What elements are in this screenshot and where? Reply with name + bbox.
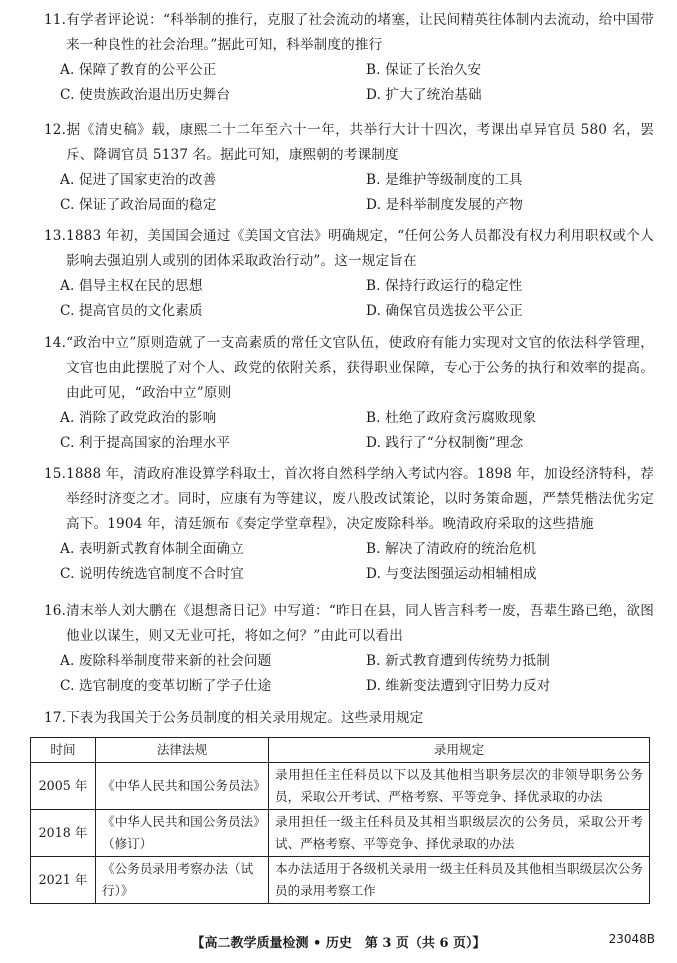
options-row — [44, 168, 654, 193]
header-rule: 录用规定 — [269, 738, 650, 763]
cell-year: 2018 年 — [31, 810, 96, 857]
question-15 — [44, 462, 654, 587]
option-b[interactable]: B. 保持行政运行的稳定性 — [366, 278, 523, 294]
regulations-table — [30, 737, 650, 904]
options-row — [44, 299, 654, 324]
option-c[interactable]: C. 提高官员的文化素质 — [60, 303, 203, 319]
cell-law: 《公务员录用考察办法（试行）》 — [96, 857, 269, 904]
options-row — [44, 649, 654, 674]
option-a[interactable]: A. 倡导主权在民的思想 — [60, 278, 203, 294]
footer-title: 【高二教学质量检测 • 历史 第 3 页（共 6 页）】 — [191, 936, 486, 951]
option-b[interactable]: B. 是维护等级制度的工具 — [366, 172, 523, 188]
option-a[interactable]: A. 保障了教育的公平公正 — [60, 62, 217, 78]
cell-rule: 录用担任主任科员以下以及其他相当职务层次的非领导职务公务员，采取公开考试、严格考察、平等竞争、择优录取的办法 — [269, 763, 650, 810]
option-a[interactable]: A. 促进了国家吏治的改善 — [60, 172, 217, 188]
question-stem: 12.据《清史稿》载，康熙二十二年至六十一年，共举行大计十四次，考课出卓异官员 580 名，罢斥、降调官员 5137 名。据此可知，康熙朝的考课制度 — [44, 122, 654, 163]
options-row — [44, 431, 654, 456]
options-row — [44, 406, 654, 431]
option-a[interactable]: A. 消除了政党政治的影响 — [60, 410, 217, 426]
option-d[interactable]: D. 确保官员选拔公平公正 — [366, 303, 523, 319]
cell-year: 2021 年 — [31, 857, 96, 904]
cell-law: 《中华人民共和国公务员法》 — [96, 763, 269, 810]
option-c[interactable]: C. 选官制度的变革切断了学子仕途 — [60, 678, 272, 694]
question-stem: 17.下表为我国关于公务员制度的相关录用规定。这些录用规定 — [44, 710, 424, 726]
cell-rule: 本办法适用于各级机关录用一级主任科员及其他相当职级层次公务员的录用考察工作 — [269, 857, 650, 904]
option-a[interactable]: A. 废除科举制度带来新的社会问题 — [60, 653, 272, 669]
options-row — [44, 83, 654, 108]
question-17 — [44, 706, 654, 731]
question-13 — [44, 224, 654, 324]
option-b[interactable]: B. 新式教育遭到传统势力抵制 — [366, 653, 551, 669]
table-row — [31, 857, 650, 904]
question-stem: 11.有学者评论说：“科举制的推行，克服了社会流动的堵塞，让民间精英往体制内去流动，给中国带来一种良性的社会治理。”据此可知，科举制度的推行 — [44, 12, 654, 53]
cell-year: 2005 年 — [31, 763, 96, 810]
options-row — [44, 537, 654, 562]
option-a[interactable]: A. 表明新式教育体制全面确立 — [60, 541, 244, 557]
header-time: 时间 — [31, 738, 96, 763]
table-header-row — [31, 738, 650, 763]
options-row — [44, 58, 654, 83]
option-d[interactable]: D. 扩大了统治基础 — [366, 87, 482, 103]
option-d[interactable]: D. 与变法图强运动相辅相成 — [366, 566, 537, 582]
option-b[interactable]: B. 杜绝了政府贪污腐败现象 — [366, 410, 537, 426]
option-c[interactable]: C. 保证了政治局面的稳定 — [60, 197, 217, 213]
option-d[interactable]: D. 践行了“分权制衡”理念 — [366, 435, 524, 451]
question-14 — [44, 331, 654, 456]
options-row — [44, 193, 654, 218]
options-row — [44, 562, 654, 587]
page-footer — [0, 932, 677, 956]
question-stem: 15.1888 年，清政府准设算学科取士，首次将自然科学纳入考试内容。1898 年，加设经济特科，荐举经时济变之才。同时，应康有为等建议，废八股改试策论，以时务策命题，严禁凭楷法优劣定高下。1904 年，清廷颁布《奏定学堂章程》，决定废除科举。晚清政府采取的这些措施 — [44, 466, 654, 532]
table-row — [31, 763, 650, 810]
option-d[interactable]: D. 维新变法遭到守旧势力反对 — [366, 678, 551, 694]
cell-rule: 录用担任一级主任科员及其相当职级层次的公务员，采取公开考试、严格考察、平等竞争、择优录取的办法 — [269, 810, 650, 857]
options-row — [44, 674, 654, 699]
question-16 — [44, 599, 654, 699]
question-12 — [44, 118, 654, 218]
option-c[interactable]: C. 使贵族政治退出历史舞台 — [60, 87, 231, 103]
options-row — [44, 274, 654, 299]
header-law: 法律法规 — [96, 738, 269, 763]
cell-law: 《中华人民共和国公务员法》（修订） — [96, 810, 269, 857]
question-11 — [44, 8, 654, 108]
question-stem: 13.1883 年初，美国国会通过《美国文官法》明确规定，“任何公务人员都没有权力利用职权或个人影响去强迫别人或别的团体采取政治行动”。这一规定旨在 — [44, 228, 654, 269]
option-c[interactable]: C. 利于提高国家的治理水平 — [60, 435, 231, 451]
option-c[interactable]: C. 说明传统选官制度不合时宜 — [60, 566, 244, 582]
option-d[interactable]: D. 是科举制度发展的产物 — [366, 197, 523, 213]
option-b[interactable]: B. 解决了清政府的统治危机 — [366, 541, 537, 557]
question-stem: 14.“政治中立”原则造就了一支高素质的常任文官队伍，使政府有能力实现对文官的依法科学管理，文官也由此摆脱了对个人、政党的依附关系，获得职业保障，专心于公务的执行和效率的提高。由此可见，“政治中立”原则 — [44, 335, 654, 401]
option-b[interactable]: B. 保证了长治久安 — [366, 62, 482, 78]
table-row — [31, 810, 650, 857]
question-stem: 16.清末举人刘大鹏在《退想斋日记》中写道：“昨日在县，同人皆言科考一废，吾辈生路已绝，欲图他业以谋生，则又无业可托，将如之何？”由此可以看出 — [44, 603, 654, 644]
exam-code: 23048B — [608, 932, 655, 946]
